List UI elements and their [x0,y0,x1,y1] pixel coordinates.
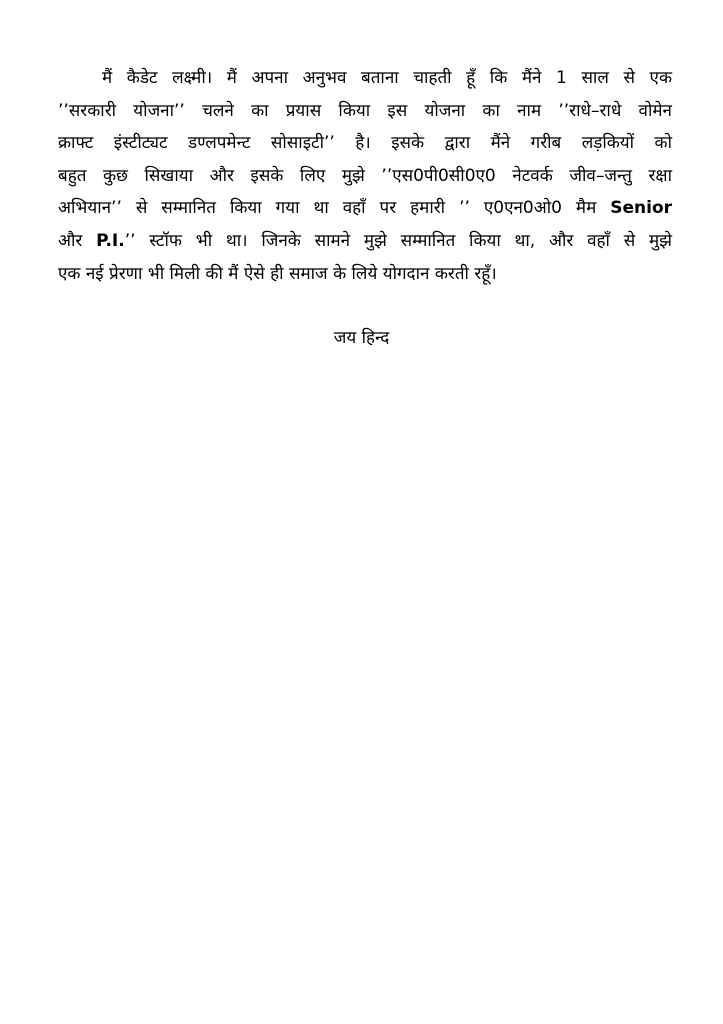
paragraph-line-7: एक नई प्रेरणा भी मिली की मैं ऐसे ही समाज के लिये योगदान करती रहूँ। [58,263,497,284]
pi-word: P.I. [96,230,125,251]
paragraph-line-6 [58,225,672,258]
paragraph-line-6-start: और [58,230,83,251]
paragraph-line-6-rest: ’’ स्टॉफ भी था। जिनके सामने मुझे सम्मानित किया था, और वहाँ से मुझे [124,230,672,251]
letter-paragraph [58,62,672,290]
senior-word: Senior [610,198,673,219]
paragraph-line-5-text: अभियान’’ से सम्मानित किया गया था वहाँ पर हमारी ’’ ए0एन0ओ0 मैम [58,198,597,219]
paragraph-line-3: क्राफ्ट इंस्टीट्यट डण्लपमेन्ट सोसाइटी’’ है। इसके द्वारा मैंने गरीब लड़कियों को [58,133,672,154]
paragraph-line-5 [58,192,672,225]
paragraph-line-1: मैं कैडेट लक्ष्मी। मैं अपना अनुभव बताना चाहती हूँ कि मैंने 1 साल से एक [102,68,672,88]
paragraph-line-4: बहुत कुछ सिखाया और इसके लिए मुझे ’’एस0पी0सी0ए0 नेटवर्क जीव–जन्तु रक्षा [58,165,672,186]
paragraph-line-2: ’’सरकारी योजना’’ चलने का प्रयास किया इस योजना का नाम ’’राधे–राधे वोमेन [58,100,672,121]
closing-salutation: जय हिन्द [333,328,390,348]
